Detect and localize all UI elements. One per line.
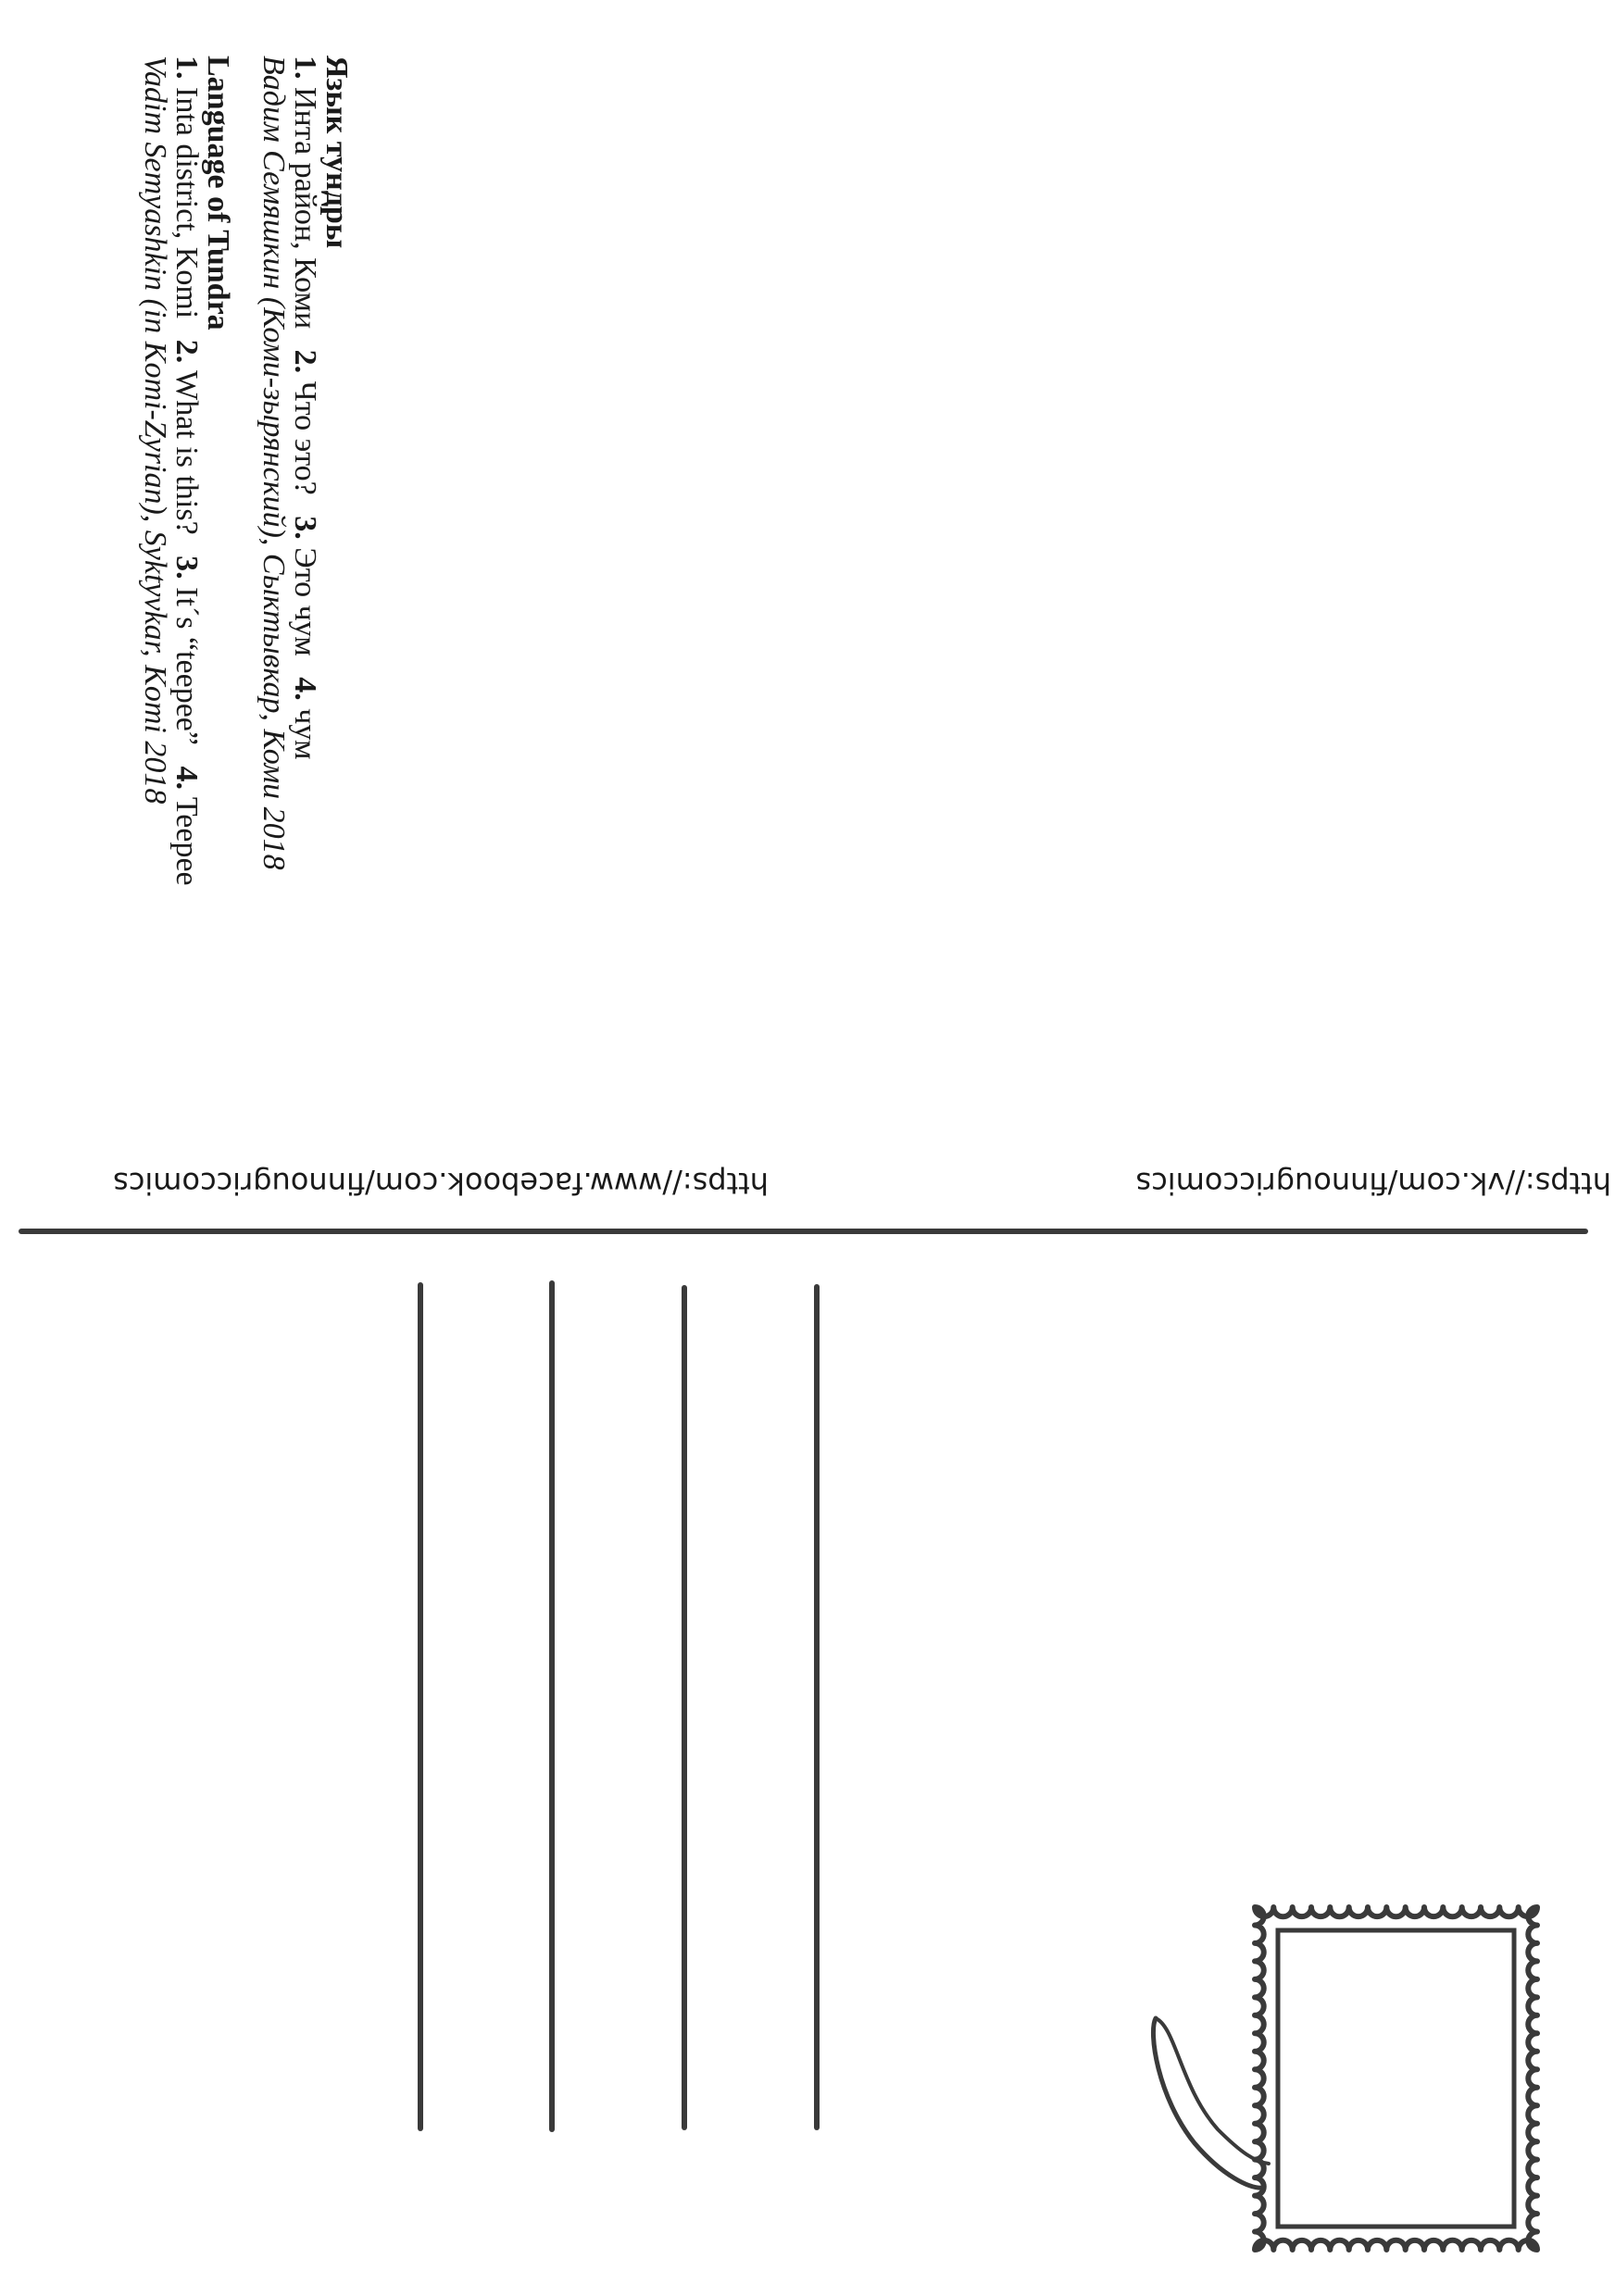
address-line-1 [418,1282,423,2131]
en-item-1: 1. Inta district, Komi [169,56,204,319]
vk-link[interactable]: https://vk.com/finnougriccomics [1135,1166,1611,1201]
ru-credit: Вадим Семяшкин (Коми-зырянский), Сыктывкар, Коми 2018 [257,56,291,870]
en-item-4: 4. Teepee [169,766,204,886]
en-credit: Vadim Semyashkin (in Komi-Zyrian), Syktyvkar, Komi 2018 [138,56,172,805]
postage-stamp-icon [1139,1893,1565,2264]
card-divider-line [19,1229,1588,1234]
en-items-line [170,56,202,1102]
ru-items-line [289,56,320,1102]
ru-item-3: 3. Это чум [288,516,322,656]
url-strip [37,1143,1611,1208]
ru-item-4: 4. чум [288,677,322,760]
address-line-2 [549,1280,555,2132]
en-item-2: 2. What is this? [169,339,204,535]
facebook-link[interactable]: https://www.facebook.com/finnougriccomics [113,1166,769,1201]
credits-block [83,56,352,1102]
stamp-drawing [1139,1893,1565,2264]
ru-item-2: 2. Что это? [288,349,322,495]
en-title: Language of Tundra [201,56,235,331]
ru-item-1: 1. Инта район, Коми [288,56,322,330]
address-line-4 [814,1284,820,2130]
ru-title: Язык тундры [319,56,354,249]
address-line-3 [682,1285,687,2130]
credits-text-rotated [83,56,352,1102]
en-item-3: 3. It´s “teepee” [169,555,204,745]
